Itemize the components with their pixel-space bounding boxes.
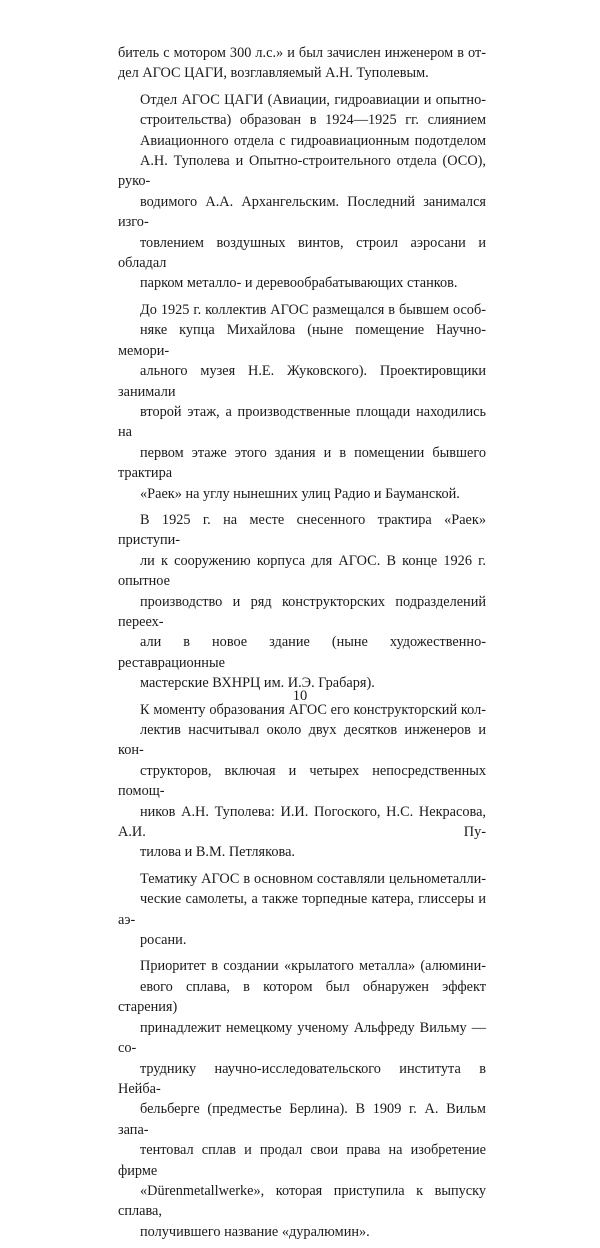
text-line: Приоритет в создании «крылатого металла» (алюмини-: [140, 958, 486, 975]
page-body: [118, 43, 486, 1248]
text-line: принадлежит немецкому ученому Альфреду Вильму — со-: [118, 1019, 486, 1057]
paragraph-3: [118, 510, 486, 694]
text-line: «Dürenmetallwerke», которая приступила к выпуску сплава,: [118, 1182, 486, 1220]
paragraph-1: [118, 90, 486, 294]
text-line: Тематику АГОС в основном составляли цельнометалли-: [140, 870, 486, 887]
text-line: тентовал сплав и продал свои права на изобретение фирме: [118, 1142, 486, 1179]
text-line: труднику научно-исследовательского института в Нейба-: [118, 1060, 486, 1097]
paragraph-0: [118, 43, 486, 84]
text-line: К моменту образования АГОС его конструкторский кол-: [140, 701, 486, 718]
paragraph-5: [118, 869, 486, 951]
text-line: ли к сооружению корпуса для АГОС. В конце 1926 г. опытное: [118, 552, 486, 590]
text-line: мастерские ВХНРЦ им. И.Э. Грабаря).: [140, 675, 375, 692]
text-line: евого сплава, в котором был обнаружен эффект старения): [118, 978, 486, 1016]
text-line: структоров, включая и четырех непосредственных помощ-: [118, 762, 486, 800]
text-line: Отдел АГОС ЦАГИ (Авиации, гидроавиации и опытно-: [140, 91, 486, 108]
text-line: строительства) образован в 1924—1925 гг. слиянием: [140, 112, 486, 129]
text-line: битель с мотором 300 л.с.» и был зачислен инженером в от-: [118, 45, 486, 61]
text-line: бельберге (предместье Берлина). В 1909 г. А. Вильм запа-: [118, 1101, 486, 1138]
text-line: Авиационного отдела с гидроавиационным подотделом: [140, 132, 486, 149]
text-line: первом этаже этого здания и в помещении бывшего трактира: [118, 444, 486, 482]
page-number: 10: [292, 688, 308, 704]
text-line: лектив насчитывал около двух десятков инженеров и кон-: [118, 722, 486, 759]
text-line: производство и ряд конструкторских подразделений переех-: [118, 593, 486, 630]
text-line: али в новое здание (ныне художественно-реставрационные: [118, 634, 486, 671]
text-line: получившего название «дуралюмин».: [140, 1223, 370, 1240]
paragraph-4: [118, 700, 486, 863]
text-line: парком металло- и деревообрабатывающих станков.: [140, 275, 458, 292]
text-line: второй этаж, а производственные площади находились на: [118, 403, 486, 441]
text-line: тилова и В.М. Петлякова.: [140, 844, 295, 861]
text-line: няке купца Михайлова (ныне помещение Научно-мемори-: [118, 322, 486, 359]
text-line: росани.: [140, 932, 187, 949]
paragraph-2: [118, 300, 486, 504]
text-line: ников А.Н. Туполева: И.И. Погоского, Н.С. Некрасова, А.И. Пу-: [118, 803, 486, 841]
text-line: А.Н. Туполева и Опытно-строительного отдела (ОСО), руко-: [118, 153, 486, 190]
text-line: ческие самолеты, а также торпедные катера, глиссеры и аэ-: [118, 891, 486, 928]
text-line: водимого А.А. Архангельским. Последний занимался изго-: [118, 193, 486, 231]
text-line: «Раек» на углу нынешних улиц Радио и Бауманской.: [140, 485, 460, 502]
text-line: В 1925 г. на месте снесенного трактира «Раек» приступи-: [118, 511, 486, 549]
text-line: До 1925 г. коллектив АГОС размещался в бывшем особ-: [140, 301, 486, 318]
text-line: ального музея Н.Е. Жуковского). Проектировщики занимали: [118, 363, 486, 400]
text-line: дел АГОС ЦАГИ, возглавляемый А.Н. Туполевым.: [118, 65, 429, 82]
text-line: товлением воздушных винтов, строил аэросани и обладал: [118, 234, 486, 272]
paragraph-6: [118, 956, 486, 1242]
